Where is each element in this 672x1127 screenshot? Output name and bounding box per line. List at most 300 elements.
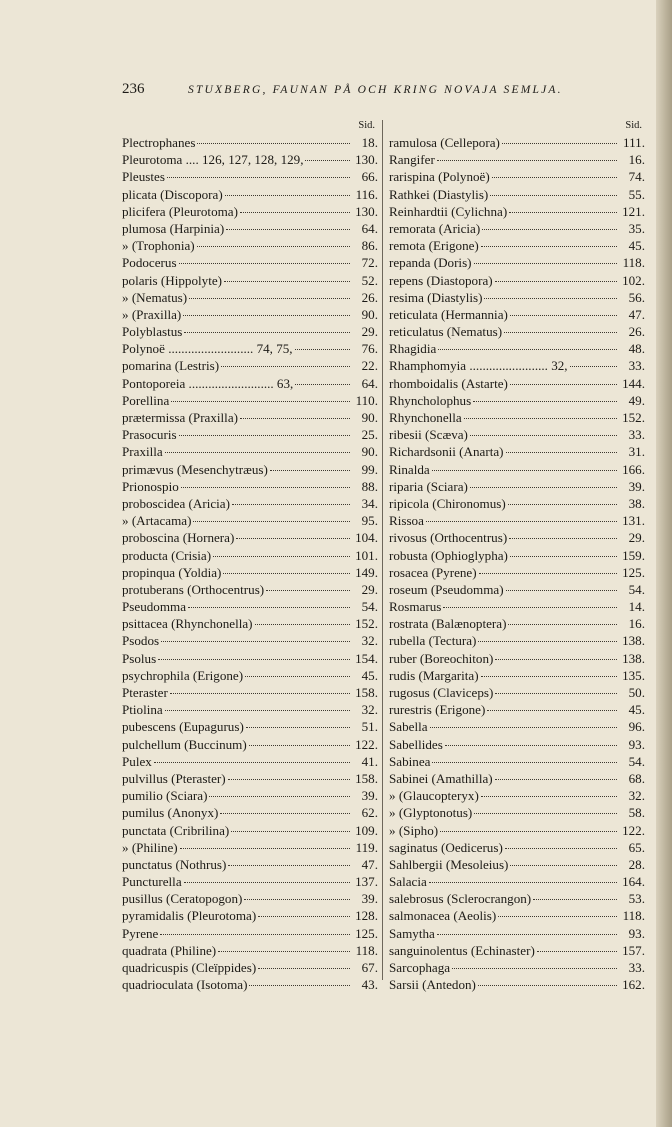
index-entry-term: Sabella bbox=[389, 719, 428, 735]
index-entry bbox=[122, 615, 378, 632]
index-entry bbox=[122, 220, 378, 237]
index-entry-page: 93. bbox=[628, 925, 645, 941]
index-entry bbox=[389, 289, 645, 306]
dot-leader bbox=[258, 916, 350, 917]
index-entry-term: pusillus (Ceratopogon) bbox=[122, 891, 243, 907]
index-entry bbox=[389, 168, 645, 185]
index-entry-term: » (Sipho) bbox=[389, 822, 439, 838]
dot-leader bbox=[255, 624, 350, 625]
index-entry-term: Plectrophanes bbox=[122, 135, 196, 150]
index-entry-term: Sabinei (Amathilla) bbox=[389, 770, 493, 786]
index-entry-term: plicata (Discopora) bbox=[122, 186, 223, 202]
index-entry bbox=[389, 478, 645, 495]
index-entry-page: 52. bbox=[361, 272, 378, 288]
index-entry-page: 32. bbox=[628, 788, 645, 804]
index-entry-term: reticulatus (Nematus) bbox=[389, 324, 503, 340]
index-entry-page: 116. bbox=[355, 186, 378, 202]
index-entry bbox=[122, 976, 378, 993]
index-entry-page: 47. bbox=[361, 856, 378, 872]
index-entry-term: rhomboidalis (Astarte) bbox=[389, 375, 508, 391]
index-entry-term: Rissoa bbox=[389, 513, 424, 529]
index-entry bbox=[122, 512, 378, 529]
index-entry bbox=[389, 134, 645, 151]
index-entry bbox=[122, 598, 378, 615]
index-entry-term: pyramidalis (Pleurotoma) bbox=[122, 908, 257, 924]
index-entry-page: 158. bbox=[355, 770, 378, 786]
index-entry bbox=[389, 976, 645, 993]
index-entry bbox=[122, 478, 378, 495]
index-entry bbox=[389, 237, 645, 254]
dot-leader bbox=[478, 985, 617, 986]
index-entry bbox=[122, 959, 378, 976]
index-entry-page: 130. bbox=[355, 203, 378, 219]
index-entry-term: » (Praxilla) bbox=[122, 306, 182, 322]
index-entry-page: 102. bbox=[622, 272, 645, 288]
index-entry bbox=[122, 804, 378, 821]
dot-leader bbox=[473, 401, 617, 402]
index-entry-term: Puncturella bbox=[122, 874, 182, 890]
dot-leader bbox=[484, 298, 617, 299]
index-entry bbox=[389, 907, 645, 924]
index-entry-page: 43. bbox=[361, 977, 378, 993]
dot-leader bbox=[487, 710, 617, 711]
column-divider bbox=[382, 120, 383, 980]
index-entry-page: 65. bbox=[628, 839, 645, 855]
dot-leader bbox=[184, 882, 350, 883]
index-entry bbox=[389, 736, 645, 753]
index-entry-term: polaris (Hippolyte) bbox=[122, 272, 222, 288]
index-entry-term: rarispina (Polynoë) bbox=[389, 169, 490, 185]
index-entry bbox=[389, 340, 645, 357]
dot-leader bbox=[165, 452, 350, 453]
dot-leader bbox=[218, 951, 350, 952]
index-entry-term: pumilus (Anonyx) bbox=[122, 805, 219, 821]
index-entry-term: riparia (Sciara) bbox=[389, 478, 468, 494]
dot-leader bbox=[502, 143, 617, 144]
index-entry bbox=[122, 684, 378, 701]
index-entry-page: 96. bbox=[628, 719, 645, 735]
index-entry-term: Psodos bbox=[122, 633, 160, 649]
index-entry-term: Richardsonii (Anarta) bbox=[389, 444, 504, 460]
index-entry-page: 54. bbox=[628, 753, 645, 769]
dot-leader bbox=[158, 659, 350, 660]
dot-leader bbox=[510, 384, 617, 385]
dot-leader bbox=[266, 590, 350, 591]
index-entry-term: repens (Diastopora) bbox=[389, 272, 493, 288]
index-entry bbox=[122, 461, 378, 478]
index-entry-term: Reinhardtii (Cylichna) bbox=[389, 203, 508, 219]
index-entry-page: 90. bbox=[361, 410, 378, 425]
dot-leader bbox=[179, 263, 350, 264]
index-entry-page: 109. bbox=[355, 822, 378, 838]
dot-leader bbox=[161, 641, 350, 642]
index-entry-page: 39. bbox=[361, 891, 378, 907]
index-entry-term: Pyrene bbox=[122, 925, 159, 941]
index-entry bbox=[122, 289, 378, 306]
index-entry-page: 26. bbox=[361, 289, 378, 305]
dot-leader bbox=[171, 401, 350, 402]
index-entry-term: Polyblastus bbox=[122, 324, 183, 340]
dot-leader bbox=[481, 796, 617, 797]
index-entry bbox=[389, 581, 645, 598]
index-entry-page: 72. bbox=[361, 255, 378, 271]
index-entry-page: 122. bbox=[355, 736, 378, 752]
index-entry bbox=[122, 357, 378, 374]
index-entry-term: Podocerus bbox=[122, 255, 177, 271]
index-entry-page: 144. bbox=[622, 375, 645, 391]
index-entry-term: Rhamphomyia ........................ 32, bbox=[389, 358, 568, 374]
dot-leader bbox=[509, 212, 617, 213]
index-entry bbox=[122, 547, 378, 564]
index-entry bbox=[389, 632, 645, 649]
index-entry-page: 50. bbox=[628, 685, 645, 700]
index-entry-term: pumilio (Sciara) bbox=[122, 788, 208, 804]
index-entry-term: rostrata (Balænoptera) bbox=[389, 616, 507, 632]
index-entry-page: 54. bbox=[628, 581, 645, 597]
index-entry-term: punctata (Cribrilina) bbox=[122, 822, 230, 838]
index-entry bbox=[122, 426, 378, 443]
dot-leader bbox=[179, 435, 350, 436]
dot-leader bbox=[197, 246, 350, 247]
index-entry bbox=[122, 323, 378, 340]
index-entry bbox=[389, 667, 645, 684]
index-entry bbox=[389, 461, 645, 478]
index-entry bbox=[389, 822, 645, 839]
index-entry-page: 152. bbox=[622, 410, 645, 425]
index-entry-term: Sarsii (Antedon) bbox=[389, 977, 476, 993]
dot-leader bbox=[482, 229, 617, 230]
index-entry-term: » (Artacama) bbox=[122, 513, 192, 529]
index-entry bbox=[389, 203, 645, 220]
dot-leader bbox=[221, 366, 350, 367]
dot-leader bbox=[445, 745, 617, 746]
dot-leader bbox=[464, 418, 617, 419]
dot-leader bbox=[295, 384, 350, 385]
index-entry-page: 122. bbox=[622, 822, 645, 838]
dot-leader bbox=[440, 831, 617, 832]
index-entry bbox=[122, 907, 378, 924]
dot-leader bbox=[510, 865, 617, 866]
index-entry-term: Rhyncholophus bbox=[389, 392, 472, 408]
index-entry-page: 33. bbox=[628, 960, 645, 975]
index-entry-term: Sahlbergii (Mesoleius) bbox=[389, 856, 509, 872]
dot-leader bbox=[213, 556, 350, 557]
index-entry bbox=[122, 272, 378, 289]
index-entry-page: 119. bbox=[355, 839, 378, 855]
index-entry-term: rivosus (Orthocentrus) bbox=[389, 530, 508, 546]
index-entry bbox=[389, 839, 645, 856]
index-entry bbox=[122, 186, 378, 203]
index-entry bbox=[122, 667, 378, 684]
dot-leader bbox=[438, 349, 617, 350]
dot-leader bbox=[470, 435, 617, 436]
dot-leader bbox=[498, 916, 617, 917]
index-entry-term: Rhagidia bbox=[389, 341, 437, 357]
index-entry bbox=[389, 306, 645, 323]
index-entry-page: 157. bbox=[622, 942, 645, 958]
index-entry-page: 64. bbox=[361, 375, 378, 391]
index-entry-term: remorata (Aricia) bbox=[389, 220, 481, 236]
dot-leader bbox=[429, 882, 617, 883]
dot-leader bbox=[228, 865, 350, 866]
dot-leader bbox=[188, 607, 350, 608]
dot-leader bbox=[224, 281, 350, 282]
index-entry-term: propinqua (Yoldia) bbox=[122, 564, 222, 580]
dot-leader bbox=[193, 521, 350, 522]
index-entry bbox=[122, 564, 378, 581]
index-entry-term: Pseudomma bbox=[122, 599, 187, 615]
index-entry-term: roseum (Pseudomma) bbox=[389, 581, 504, 597]
index-entry bbox=[389, 787, 645, 804]
dot-leader bbox=[245, 676, 350, 677]
index-entry bbox=[389, 323, 645, 340]
dot-leader bbox=[225, 195, 350, 196]
index-entry-page: 130. bbox=[355, 152, 378, 168]
index-entry-term: proboscidea (Aricia) bbox=[122, 495, 230, 511]
dot-leader bbox=[295, 349, 350, 350]
index-entry bbox=[122, 134, 378, 151]
dot-leader bbox=[244, 899, 350, 900]
dot-leader bbox=[220, 813, 350, 814]
index-entry bbox=[122, 736, 378, 753]
dot-leader bbox=[305, 160, 350, 161]
dot-leader bbox=[426, 521, 617, 522]
index-entry bbox=[122, 787, 378, 804]
index-entry-term: Ptiolina bbox=[122, 702, 163, 718]
dot-leader bbox=[223, 573, 350, 574]
dot-leader bbox=[258, 968, 350, 969]
index-list-right bbox=[389, 134, 645, 993]
index-entry-term: rosacea (Pyrene) bbox=[389, 564, 477, 580]
index-entry bbox=[122, 495, 378, 512]
index-entry-term: reticulata (Hermannia) bbox=[389, 306, 508, 322]
index-entry bbox=[389, 409, 645, 426]
index-entry-term: rugosus (Claviceps) bbox=[389, 685, 494, 700]
dot-leader bbox=[443, 607, 617, 608]
index-entry bbox=[389, 804, 645, 821]
index-entry-term: producta (Crisia) bbox=[122, 547, 212, 563]
dot-leader bbox=[533, 899, 617, 900]
index-entry-term: Prasocuris bbox=[122, 427, 177, 443]
dot-leader bbox=[167, 177, 350, 178]
index-entry-page: 159. bbox=[622, 547, 645, 563]
index-entry-page: 48. bbox=[628, 341, 645, 357]
index-entry-page: 45. bbox=[628, 238, 645, 254]
index-entry-page: 138. bbox=[622, 633, 645, 649]
index-entry-term: repanda (Doris) bbox=[389, 255, 472, 271]
index-entry bbox=[389, 615, 645, 632]
index-entry bbox=[389, 753, 645, 770]
index-entry bbox=[389, 220, 645, 237]
dot-leader bbox=[474, 813, 617, 814]
index-entry-term: robusta (Ophioglypha) bbox=[389, 547, 508, 563]
index-entry-term: » (Philine) bbox=[122, 839, 178, 855]
index-entry-term: Sarcophaga bbox=[389, 960, 451, 975]
index-entry bbox=[389, 392, 645, 409]
index-entry bbox=[389, 254, 645, 271]
index-entry-page: 118. bbox=[355, 942, 378, 958]
index-entry-page: 125. bbox=[355, 925, 378, 941]
index-entry-term: Rhynchonella bbox=[389, 410, 462, 425]
index-entry-page: 41. bbox=[361, 753, 378, 769]
index-entry-page: 25. bbox=[361, 427, 378, 443]
index-entry bbox=[389, 529, 645, 546]
index-entry-page: 118. bbox=[622, 255, 645, 271]
index-entry bbox=[389, 856, 645, 873]
index-entry-term: plicifera (Pleurotoma) bbox=[122, 203, 238, 219]
index-entry-page: 138. bbox=[622, 650, 645, 666]
dot-leader bbox=[160, 934, 350, 935]
index-entry bbox=[122, 409, 378, 426]
dot-leader bbox=[495, 693, 617, 694]
index-entry bbox=[122, 392, 378, 409]
index-entry-term: psittacea (Rhynchonella) bbox=[122, 616, 253, 632]
index-entry bbox=[389, 770, 645, 787]
index-entry bbox=[122, 942, 378, 959]
dot-leader bbox=[537, 951, 617, 952]
index-entry-page: 76. bbox=[361, 341, 378, 357]
dot-leader bbox=[170, 693, 350, 694]
index-entry bbox=[122, 770, 378, 787]
index-entry-page: 32. bbox=[361, 702, 378, 718]
index-entry bbox=[389, 375, 645, 392]
index-entry-term: Sabinea bbox=[389, 753, 431, 769]
index-entry-term: Rosmarus bbox=[389, 599, 442, 615]
index-entry-term: Salacia bbox=[389, 874, 427, 890]
index-entry bbox=[122, 168, 378, 185]
index-entry-page: 26. bbox=[628, 324, 645, 340]
index-entry-page: 58. bbox=[628, 805, 645, 821]
dot-leader bbox=[184, 332, 350, 333]
index-entry-term: Pleustes bbox=[122, 169, 165, 185]
index-entry-page: 32. bbox=[361, 633, 378, 649]
index-entry-page: 53. bbox=[628, 891, 645, 907]
index-entry bbox=[122, 718, 378, 735]
column-label-sid: Sid. bbox=[625, 120, 642, 131]
index-entry-term: quadrioculata (Isotoma) bbox=[122, 977, 248, 993]
index-entry-term: » (Glyptonotus) bbox=[389, 805, 473, 821]
index-entry bbox=[389, 959, 645, 976]
dot-leader bbox=[240, 212, 350, 213]
dot-leader bbox=[231, 831, 350, 832]
index-entry-page: 34. bbox=[361, 495, 378, 511]
index-entry-term: » (Trophonia) bbox=[122, 238, 195, 254]
index-entry-page: 128. bbox=[355, 908, 378, 924]
index-entry bbox=[389, 564, 645, 581]
dot-leader bbox=[474, 263, 617, 264]
index-entry-page: 74. bbox=[628, 169, 645, 185]
dot-leader bbox=[165, 710, 350, 711]
index-entry-page: 39. bbox=[628, 478, 645, 494]
index-entry-page: 101. bbox=[355, 547, 378, 563]
index-entry-term: Rinalda bbox=[389, 461, 430, 477]
index-entry bbox=[389, 942, 645, 959]
index-entry-term: rudis (Margarita) bbox=[389, 667, 479, 683]
dot-leader bbox=[479, 573, 617, 574]
index-column-right bbox=[389, 120, 645, 993]
dot-leader bbox=[437, 160, 617, 161]
index-entry-term: sanguinolentus (Echinaster) bbox=[389, 942, 535, 958]
index-entry-page: 95. bbox=[361, 513, 378, 529]
index-entry-term: Pulex bbox=[122, 753, 152, 769]
index-entry-page: 38. bbox=[628, 495, 645, 511]
index-entry-page: 51. bbox=[361, 719, 378, 735]
index-entry-page: 162. bbox=[622, 977, 645, 993]
index-entry bbox=[389, 272, 645, 289]
index-entry bbox=[122, 822, 378, 839]
index-entry bbox=[122, 890, 378, 907]
index-entry-page: 164. bbox=[622, 874, 645, 890]
index-entry bbox=[122, 306, 378, 323]
index-entry bbox=[122, 632, 378, 649]
index-entry-term: primævus (Mesenchytræus) bbox=[122, 461, 268, 477]
index-column-left bbox=[122, 120, 378, 993]
index-entry bbox=[122, 203, 378, 220]
dot-leader bbox=[437, 934, 617, 935]
index-entry bbox=[389, 547, 645, 564]
index-entry-term: pulchellum (Buccinum) bbox=[122, 736, 247, 752]
dot-leader bbox=[270, 470, 350, 471]
dot-leader bbox=[180, 848, 350, 849]
index-entry bbox=[122, 254, 378, 271]
dot-leader bbox=[509, 538, 617, 539]
index-entry-term: protuberans (Orthocentrus) bbox=[122, 581, 265, 597]
index-entry-page: 149. bbox=[355, 564, 378, 580]
dot-leader bbox=[506, 590, 617, 591]
dot-leader bbox=[570, 366, 617, 367]
index-entry-term: Samytha bbox=[389, 925, 435, 941]
index-entry bbox=[122, 873, 378, 890]
dot-leader bbox=[236, 538, 350, 539]
dot-leader bbox=[232, 504, 350, 505]
running-title: STUXBERG, FAUNAN PÅ OCH KRING NOVAJA SEMLJA. bbox=[188, 84, 563, 96]
index-entry-page: 16. bbox=[628, 152, 645, 168]
dot-leader bbox=[481, 676, 617, 677]
dot-leader bbox=[226, 229, 350, 230]
index-entry bbox=[389, 443, 645, 460]
index-entry bbox=[389, 684, 645, 701]
index-entry-page: 29. bbox=[628, 530, 645, 546]
dot-leader bbox=[506, 452, 617, 453]
index-entry-term: ramulosa (Cellepora) bbox=[389, 135, 500, 150]
index-entry-page: 135. bbox=[622, 667, 645, 683]
index-entry-page: 111. bbox=[623, 135, 645, 150]
index-entry bbox=[389, 426, 645, 443]
index-entry bbox=[389, 151, 645, 168]
index-entry-page: 104. bbox=[355, 530, 378, 546]
index-entry-page: 45. bbox=[628, 702, 645, 718]
index-entry-page: 33. bbox=[628, 358, 645, 374]
dot-leader bbox=[240, 418, 350, 419]
index-entry-term: prætermissa (Praxilla) bbox=[122, 410, 238, 425]
dot-leader bbox=[249, 745, 350, 746]
index-entry-term: Rangifer bbox=[389, 152, 435, 168]
dot-leader bbox=[430, 727, 617, 728]
index-entry-page: 14. bbox=[628, 599, 645, 615]
index-entry bbox=[122, 701, 378, 718]
index-entry-term: Prionospio bbox=[122, 478, 179, 494]
index-entry-term: plumosa (Harpinia) bbox=[122, 220, 225, 236]
index-entry bbox=[122, 237, 378, 254]
index-entry-page: 90. bbox=[361, 444, 378, 460]
index-entry-term: Pontoporeia .......................... 63, bbox=[122, 375, 294, 391]
index-entry-term: ruber (Boreochiton) bbox=[389, 650, 494, 666]
dot-leader bbox=[504, 332, 617, 333]
dot-leader bbox=[209, 796, 350, 797]
page-number: 236 bbox=[122, 81, 145, 97]
dot-leader bbox=[228, 779, 350, 780]
dot-leader bbox=[490, 195, 617, 196]
